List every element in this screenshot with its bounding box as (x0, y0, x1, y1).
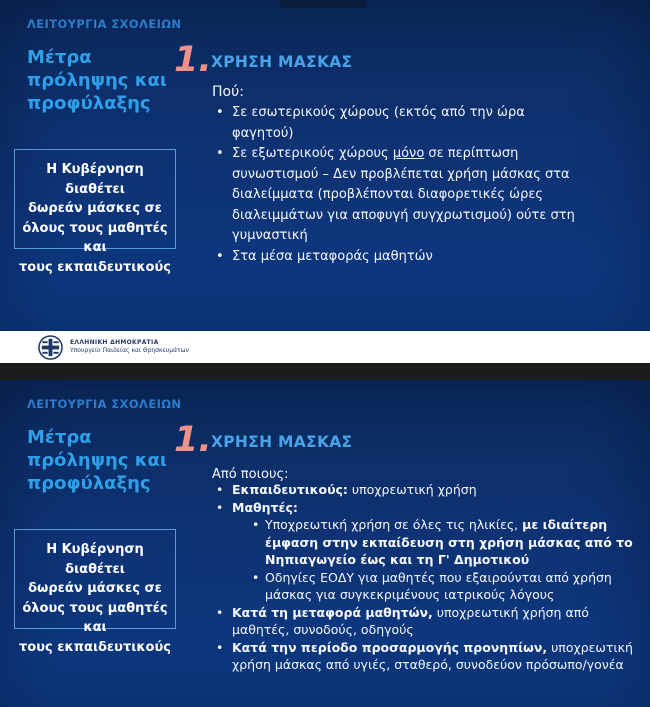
text-run: μόνο (392, 146, 425, 161)
text-line: δωρεάν μάσκες σε (28, 201, 162, 216)
free-masks-box (14, 149, 176, 275)
text-line: προφύλαξης (27, 93, 151, 114)
text-line: προφύλαξης (27, 473, 151, 494)
top-tab (280, 0, 367, 8)
text-line: Μέτρα (27, 427, 92, 448)
text-run: υποχρεωτική χρήση (347, 482, 477, 497)
free-masks-box-text (15, 540, 175, 657)
text-run: Μαθητές: (232, 499, 298, 515)
ministry-text-block (70, 339, 189, 354)
text-run: Κατά την περίοδο προσαρμογής προνηπίων, (232, 639, 548, 655)
bullet-item (212, 569, 650, 604)
sidebar-title (27, 426, 187, 495)
bullet-item (212, 499, 650, 517)
footer-ministry: Υπουργείο Παιδείας και Θρησκευμάτων (70, 347, 190, 354)
section-number: 1. (174, 420, 212, 460)
free-masks-box-text (15, 160, 175, 277)
text-run: Σε εξωτερικούς χώρους (232, 146, 393, 161)
free-masks-box (14, 529, 176, 655)
text-run: με ιδιαίτερη έμφαση στην εκπαίδευση στη χρήση μάσκας από το Νηπιαγωγείο έως και τη Γ' Δημοτικού (265, 517, 633, 567)
text-line: Μέτρα (27, 47, 92, 68)
bullet-item (212, 604, 650, 639)
slide-header: ΛΕΙΤΟΥΡΓΙΑ ΣΧΟΛΕΙΩΝ (27, 397, 182, 411)
section-number: 1. (174, 40, 212, 80)
text-run: υποχρεωτική χρήση μάσκας από υγιές, σταθερό, συνοδεύον πρόσωπο/γονέα (232, 639, 633, 672)
slide-1 (0, 0, 650, 331)
lead-text: Πού: (212, 84, 244, 100)
slide-1-footer (0, 331, 650, 363)
slide-title: ΧΡΗΣΗ ΜΑΣΚΑΣ (211, 53, 353, 71)
text-line: πρόληψης και (27, 70, 167, 91)
text-run: Εκπαιδευτικούς: (232, 482, 348, 497)
text-run: Υποχρεωτική χρήση σε όλες τις ηλικίες, (265, 517, 523, 532)
bullet-item (212, 103, 584, 144)
text-line: όλους τους μαθητές και (22, 600, 168, 635)
bullet-item (212, 247, 584, 268)
lead-text: Από ποιους: (212, 467, 289, 482)
text-run: υποχρεωτική χρήση από μαθητές, συνοδούς, οδηγούς (232, 604, 589, 637)
text-run: Κατά τη μεταφορά μαθητών, (232, 604, 433, 620)
bullet-item (212, 516, 650, 569)
text-line: δωρεάν μάσκες σε (28, 581, 162, 596)
text-run: σε περίπτωση συνωστισμού – Δεν προβλέπεται χρήση μάσκας στα διαλείμματα (προβλέπονται διαφορετικές ώρες διαλειμμάτων για αποφυγή συγχρωτισμού) ούτε στη γυμναστική (232, 146, 575, 243)
text-run: Στα μέσα μεταφοράς μαθητών (232, 248, 433, 264)
bullet-list (212, 481, 650, 674)
sidebar-title (27, 46, 187, 115)
slide-header: ΛΕΙΤΟΥΡΓΙΑ ΣΧΟΛΕΙΩΝ (27, 17, 182, 31)
text-line: όλους τους μαθητές και (22, 220, 168, 255)
slide-2 (0, 380, 650, 707)
text-line: πρόληψης και (27, 450, 167, 471)
text-line: τους εκπαιδευτικούς (19, 639, 171, 655)
bullet-list (212, 103, 584, 267)
text-run: Σε εσωτερικούς χώρους (εκτός από την ώρα φαγητού) (232, 105, 525, 141)
text-line: Η Κυβέρνηση διαθέτει (46, 162, 144, 197)
text-run: Οδηγίες ΕΟΔΥ για μαθητές που εξαιρούνται από χρήση μάσκας για συγκεκριμένους ιατρικούς λόγους (265, 569, 612, 602)
bullet-item (212, 481, 650, 499)
slide-title: ΧΡΗΣΗ ΜΑΣΚΑΣ (211, 433, 353, 451)
text-line: τους εκπαιδευτικούς (19, 259, 171, 275)
footer-org: ΕΛΛΗΝΙΚΗ ΔΗΜΟΚΡΑΤΙΑ (70, 339, 159, 346)
greek-republic-emblem-icon (38, 335, 63, 360)
text-line: Η Κυβέρνηση διαθέτει (46, 542, 144, 577)
bullet-item (212, 639, 650, 674)
bullet-item (212, 144, 584, 247)
